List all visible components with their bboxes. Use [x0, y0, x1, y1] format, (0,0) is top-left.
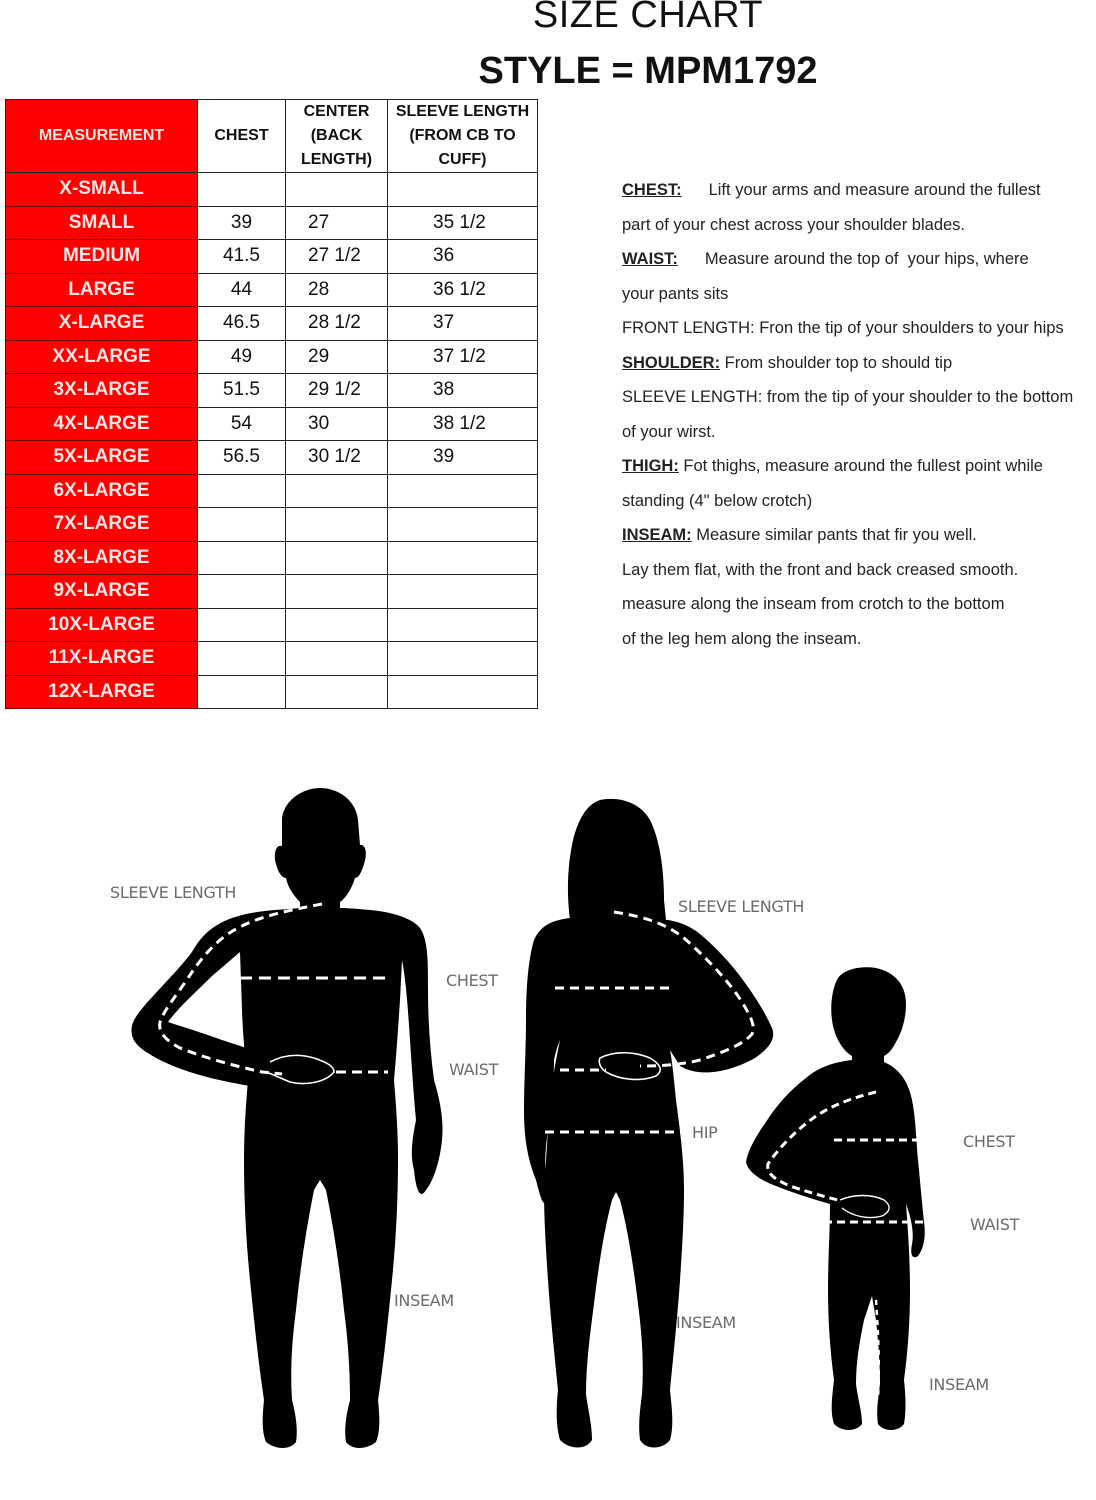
sleeve-length-cell: 37 1/2: [388, 340, 538, 374]
child-label-chest: CHEST: [963, 1132, 1015, 1151]
man-inseam-guide: [320, 1184, 331, 1392]
size-cell: LARGE: [6, 273, 198, 307]
instruction-text: From shoulder top to should tip: [720, 353, 953, 372]
table-row: [6, 240, 538, 274]
table-row: [6, 441, 538, 475]
child-silhouette: [746, 967, 1020, 1430]
man-body: [132, 908, 443, 1448]
size-cell: X-SMALL: [6, 173, 198, 207]
sleeve-length-cell: 36: [388, 240, 538, 274]
chest-cell: 41.5: [198, 240, 286, 274]
instruction-text: Lift your arms and measure around the fullest: [708, 181, 1041, 199]
measurement-instructions: [622, 176, 1096, 659]
chest-cell: 49: [198, 340, 286, 374]
instruction-line: [622, 418, 1096, 453]
sleeve-length-cell: [388, 575, 538, 609]
chest-cell: 46.5: [198, 307, 286, 341]
instruction-text: Measure similar pants that fir you well.: [691, 526, 977, 544]
size-table: [5, 99, 538, 709]
instruction-line: [622, 280, 1096, 315]
woman-hair-head: [568, 799, 666, 920]
sleeve-length-cell: 38 1/2: [388, 407, 538, 441]
size-cell: 11X-LARGE: [6, 642, 198, 676]
instruction-text: Fot thighs, measure around the fullest point while: [678, 457, 1043, 475]
chest-cell: 54: [198, 407, 286, 441]
center-back-length-cell: [286, 508, 388, 542]
header-line: (BACK: [310, 127, 363, 144]
instruction-key: THIGH:: [622, 457, 679, 475]
center-back-length-cell: [286, 608, 388, 642]
instruction-key: CHEST:: [622, 181, 682, 199]
size-cell: X-LARGE: [6, 307, 198, 341]
size-cell: 10X-LARGE: [6, 608, 198, 642]
center-back-length-cell: 27 1/2: [286, 240, 388, 274]
size-cell: 4X-LARGE: [6, 407, 198, 441]
chest-cell: [198, 575, 286, 609]
instruction-text: measure along the inseam from crotch to the bottom: [622, 595, 1005, 613]
sleeve-length-cell: [388, 541, 538, 575]
man-label-sleeve: SLEEVE LENGTH: [110, 883, 237, 902]
header-line: SLEEVE LENGTH: [395, 103, 530, 120]
sleeve-length-cell: [388, 608, 538, 642]
center-back-length-cell: 29: [286, 340, 388, 374]
instruction-line: [622, 314, 1096, 349]
instruction-line: [622, 211, 1096, 246]
instruction-line: [622, 590, 1096, 625]
instruction-line: [622, 487, 1096, 522]
instruction-line: [622, 349, 1096, 384]
header-measurement: MEASUREMENT: [6, 100, 198, 173]
size-cell: 9X-LARGE: [6, 575, 198, 609]
instruction-text: part of your chest across your shoulder blades.: [622, 215, 966, 234]
center-back-length-cell: [286, 675, 388, 709]
instruction-text: standing (4" below crotch): [622, 491, 813, 510]
center-back-length-cell: 30 1/2: [286, 441, 388, 475]
table-row: [6, 642, 538, 676]
size-cell: SMALL: [6, 206, 198, 240]
man-label-chest: CHEST: [446, 971, 498, 990]
instruction-line: [622, 625, 1096, 660]
center-back-length-cell: 29 1/2: [286, 374, 388, 408]
header-line: (FROM CB TO: [409, 127, 516, 144]
chest-cell: [198, 642, 286, 676]
sleeve-length-cell: [388, 474, 538, 508]
sleeve-length-cell: 37: [388, 307, 538, 341]
center-back-length-cell: 28 1/2: [286, 307, 388, 341]
table-row: [6, 575, 538, 609]
size-cell: MEDIUM: [6, 240, 198, 274]
measurement-silhouettes: [0, 760, 1096, 1500]
man-head: [275, 788, 366, 912]
table-row: [6, 407, 538, 441]
center-back-length-cell: [286, 173, 388, 207]
table-row: [6, 173, 538, 207]
size-cell: 8X-LARGE: [6, 541, 198, 575]
man-silhouette: [110, 788, 499, 1448]
header-line: CUFF): [438, 151, 487, 168]
chest-cell: [198, 541, 286, 575]
instruction-text: Lay them flat, with the front and back creased smooth.: [622, 560, 1019, 579]
woman-label-hip: HIP: [692, 1123, 718, 1142]
instruction-line: [622, 383, 1096, 418]
header-chest: CHEST: [198, 100, 286, 173]
page-title: SIZE CHART: [532, 0, 764, 36]
size-cell: 3X-LARGE: [6, 374, 198, 408]
sleeve-length-cell: [388, 508, 538, 542]
chest-cell: [198, 508, 286, 542]
table-row: [6, 508, 538, 542]
center-back-length-cell: [286, 474, 388, 508]
chest-cell: [198, 608, 286, 642]
header-line: CENTER: [303, 103, 370, 120]
woman-silhouette: [524, 799, 804, 1448]
center-back-length-cell: 28: [286, 273, 388, 307]
man-label-waist: WAIST: [449, 1060, 499, 1079]
center-back-length-cell: [286, 541, 388, 575]
instruction-text: FRONT LENGTH: Fron the tip of your shoulders to your hips: [622, 319, 1064, 337]
child-label-waist: WAIST: [970, 1215, 1020, 1234]
woman-body: [524, 918, 773, 1448]
chest-cell: 56.5: [198, 441, 286, 475]
table-row: [6, 474, 538, 508]
table-row: [6, 340, 538, 374]
table-row: [6, 541, 538, 575]
sleeve-length-cell: [388, 675, 538, 709]
instruction-text: of the leg hem along the inseam.: [622, 629, 862, 648]
center-back-length-cell: 30: [286, 407, 388, 441]
size-cell: 7X-LARGE: [6, 508, 198, 542]
table-row: [6, 307, 538, 341]
man-label-inseam: INSEAM: [394, 1291, 454, 1310]
instruction-key: INSEAM:: [622, 526, 692, 544]
woman-label-sleeve: SLEEVE LENGTH: [678, 897, 805, 916]
instruction-key: WAIST:: [622, 250, 678, 268]
table-row: [6, 374, 538, 408]
table-header-row: [6, 100, 538, 173]
size-cell: 12X-LARGE: [6, 675, 198, 709]
center-back-length-cell: [286, 642, 388, 676]
size-cell: 6X-LARGE: [6, 474, 198, 508]
center-back-length-cell: 27: [286, 206, 388, 240]
size-cell: 5X-LARGE: [6, 441, 198, 475]
instruction-text: Measure around the top of your hips, where: [704, 250, 1029, 268]
sleeve-length-cell: 38: [388, 374, 538, 408]
chest-cell: [198, 675, 286, 709]
sleeve-length-cell: 35 1/2: [388, 206, 538, 240]
header-sleeve-length: [388, 100, 538, 173]
style-number: STYLE = MPM1792: [478, 50, 818, 92]
table-row: [6, 608, 538, 642]
child-head: [831, 967, 906, 1066]
instruction-line: [622, 245, 1096, 280]
woman-label-inseam: INSEAM: [676, 1313, 736, 1332]
instruction-line: [622, 521, 1096, 556]
table-row: [6, 206, 538, 240]
chest-cell: 44: [198, 273, 286, 307]
instruction-line: [622, 176, 1096, 211]
center-back-length-cell: [286, 575, 388, 609]
table-row: [6, 273, 538, 307]
header-line: LENGTH): [300, 151, 373, 168]
sleeve-length-cell: [388, 642, 538, 676]
instruction-text: SLEEVE LENGTH: from the tip of your shoulder to the bottom: [622, 388, 1074, 406]
instruction-text: of your wirst.: [622, 422, 716, 441]
instruction-text: your pants sits: [622, 284, 729, 303]
table-row: [6, 675, 538, 709]
sleeve-length-cell: 36 1/2: [388, 273, 538, 307]
instruction-key: SHOULDER:: [622, 353, 721, 372]
chest-cell: [198, 474, 286, 508]
chest-cell: 39: [198, 206, 286, 240]
sleeve-length-cell: 39: [388, 441, 538, 475]
header-center-back-length: [286, 100, 388, 173]
child-body: [746, 1060, 925, 1430]
instruction-line: [622, 452, 1096, 487]
child-label-inseam: INSEAM: [929, 1375, 989, 1394]
instruction-line: [622, 556, 1096, 591]
chest-cell: 51.5: [198, 374, 286, 408]
chest-cell: [198, 173, 286, 207]
size-cell: XX-LARGE: [6, 340, 198, 374]
sleeve-length-cell: [388, 173, 538, 207]
